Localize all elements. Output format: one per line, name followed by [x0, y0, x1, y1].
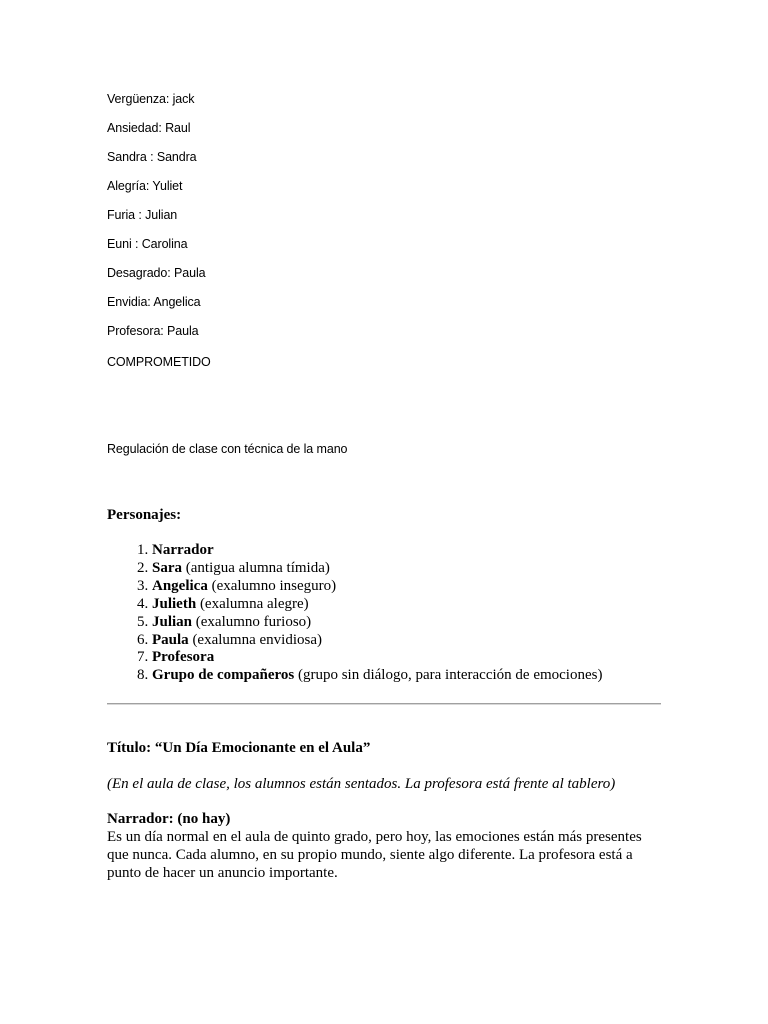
role-line-desagrado: Desagrado: Paula: [107, 266, 206, 280]
personajes-list: [107, 542, 602, 685]
narrador-paragraph: Es un día normal en el aula de quinto grado, pero hoy, las emociones están más presentes que nunca. Cada alumno, en su propio mundo, siente algo diferente. La profesora está a punto de hacer un anuncio importante.: [107, 829, 642, 881]
subtitle: Regulación de clase con técnica de la mano: [107, 442, 348, 456]
list-item: 8. Grupo de compañeros (grupo sin diálogo, para interacción de emociones): [152, 667, 602, 685]
role-line-sandra: Sandra : Sandra: [107, 150, 197, 164]
list-item: 4. Julieth (exalumna alegre): [152, 596, 602, 614]
role-line-euni: Euni : Carolina: [107, 237, 188, 251]
list-item: 1. Narrador: [152, 542, 602, 560]
stage-direction: (En el aula de clase, los alumnos están sentados. La profesora está frente al tablero): [107, 776, 616, 792]
comprometido-label: COMPROMETIDO: [107, 355, 211, 369]
list-item: 2. Sara (antigua alumna tímida): [152, 560, 602, 578]
role-line-verguenza: Vergüenza: jack: [107, 92, 195, 106]
list-item: 6. Paula (exalumna envidiosa): [152, 632, 602, 650]
role-line-furia: Furia : Julian: [107, 208, 178, 222]
role-line-profesora: Profesora: Paula: [107, 324, 199, 338]
narrador-heading: Narrador: (no hay): [107, 811, 231, 827]
role-line-alegria: Alegría: Yuliet: [107, 179, 183, 193]
role-line-envidia: Envidia: Angelica: [107, 295, 201, 309]
personajes-heading: Personajes:: [107, 507, 182, 523]
list-item: 5. Julian (exalumno furioso): [152, 614, 602, 632]
horizontal-divider: [107, 703, 661, 705]
list-item: 7. Profesora: [152, 649, 602, 667]
play-title: Título: “Un Día Emocionante en el Aula”: [107, 740, 371, 756]
list-item: 3. Angelica (exalumno inseguro): [152, 578, 602, 596]
role-line-ansiedad: Ansiedad: Raul: [107, 121, 191, 135]
